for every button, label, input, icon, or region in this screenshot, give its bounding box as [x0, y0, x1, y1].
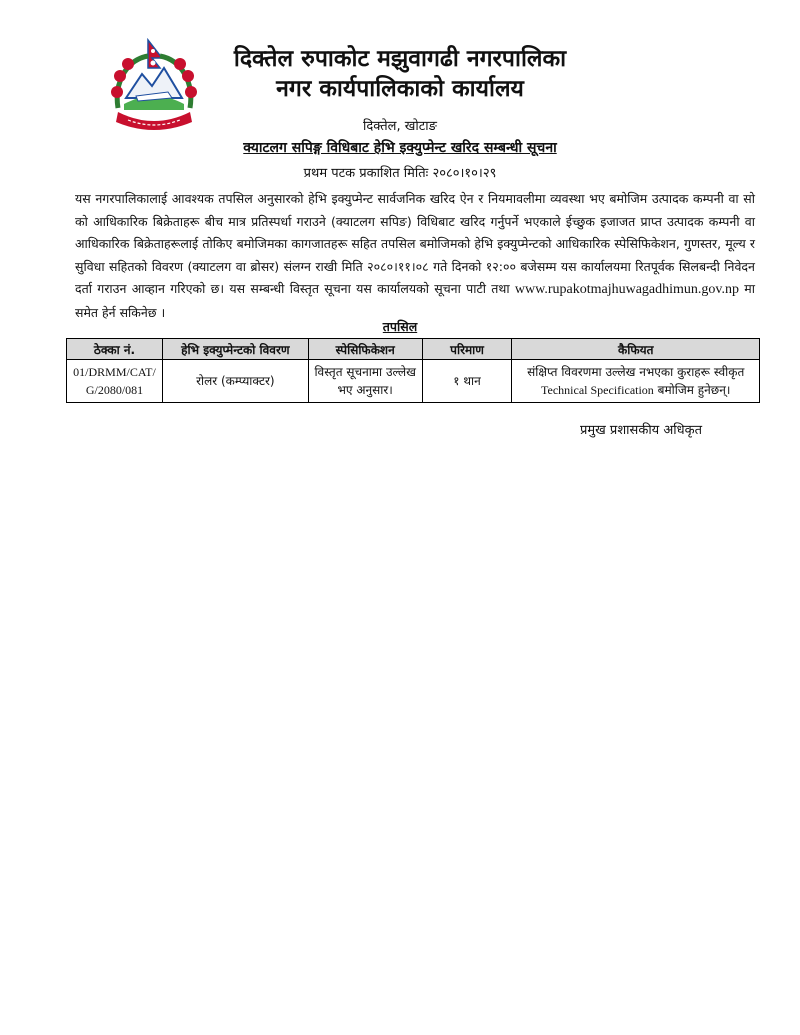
notice-paragraph: यस नगरपालिकालाई आवश्यक तपसिल अनुसारको हेभि इक्युप्मेन्ट सार्वजनिक खरिद ऐन र नियमावलीमा व्यवस्था भए बमोजिम उत्पादक कम्पनी वा सो को आधिकारिक बिक्रेताहरू बीच मात्र प्रतिस्पर्धा गराउने (क्याटलग सपिङ) विधिबाट खरिद गर्नुपर्ने भएकाले ईच्छुक इजाजत प्राप्त उत्पादक कम्पनी वा आधिकारिक बिक्रेताहरूलाई तोकिए बमोजिमका कागजातहरू सहित तपसिल बमोजिमको हेभि इक्युप्मेन्टको आधिकारिक स्पेसिफिकेशन, गुणस्तर, मूल्य र सुविधा सहितको विवरण (क्याटलग वा ब्रोसर) संलग्न राखी मिति २०८०।११।०८ गते दिनको १२:०० बजेसम्म यस कार्यालयमा रितपूर्वक सिलबन्दी निवेदन दर्ता गराउन आव्हान गरिएको छ। यस सम्बन्धी विस्तृत सूचना यस कार्यालयको सूचना पाटी तथा — [75, 191, 755, 297]
remarks-latin: Technical Specification — [541, 383, 654, 397]
header-equipment: हेभि इक्युप्मेन्टको विवरण — [162, 339, 308, 360]
equipment-table — [66, 338, 760, 403]
notice-title: क्याटलग सपिङ्ग विधिबाट हेभि इक्युप्मेन्ट खरिद सम्बन्धी सूचना — [243, 140, 557, 156]
signatory-title: प्रमुख प्रशासकीय अधिकृत — [580, 423, 703, 438]
table-row — [67, 360, 760, 403]
cell-specification: विस्तृत सूचनामा उल्लेख भए अनुसार। — [308, 360, 422, 403]
header-quantity: परिमाण — [422, 339, 512, 360]
header-contract-no: ठेक्का नं. — [67, 339, 163, 360]
header-remarks: कैफियत — [512, 339, 760, 360]
cell-equipment: रोलर (कम्प्याक्टर) — [162, 360, 308, 403]
office-name: नगर कार्यपालिकाको कार्यालय — [276, 76, 524, 102]
publish-date: प्रथम पटक प्रकाशित मितिः २०८०।१०।२९ — [303, 166, 497, 181]
cell-quantity: १ थान — [422, 360, 512, 403]
municipality-name: दिक्तेल रुपाकोट मझुवागढी नगरपालिका — [233, 46, 567, 72]
cell-remarks — [512, 360, 760, 403]
remarks-line2: बमोजिम हुनेछन्। — [653, 383, 731, 397]
header-specification: स्पेसिफिकेशन — [308, 339, 422, 360]
notice-body — [75, 188, 755, 325]
table-header-row — [67, 339, 760, 360]
website-link[interactable]: www.rupakotmajhuwagadhimun.gov.np — [514, 282, 739, 298]
website-suffix: मा समेत हेर्न सकिनेछ । — [75, 281, 755, 320]
table-caption: तपसिल — [382, 319, 418, 334]
document-header — [0, 44, 800, 181]
cell-contract-no: 01/DRMM/CAT/ G/2080/081 — [67, 360, 163, 403]
remarks-line1: संक्षिप्त विवरणमा उल्लेख नभएका कुराहरू स्वीकृत — [527, 365, 745, 379]
office-address: दिक्तेल, खोटाङ — [363, 119, 437, 134]
